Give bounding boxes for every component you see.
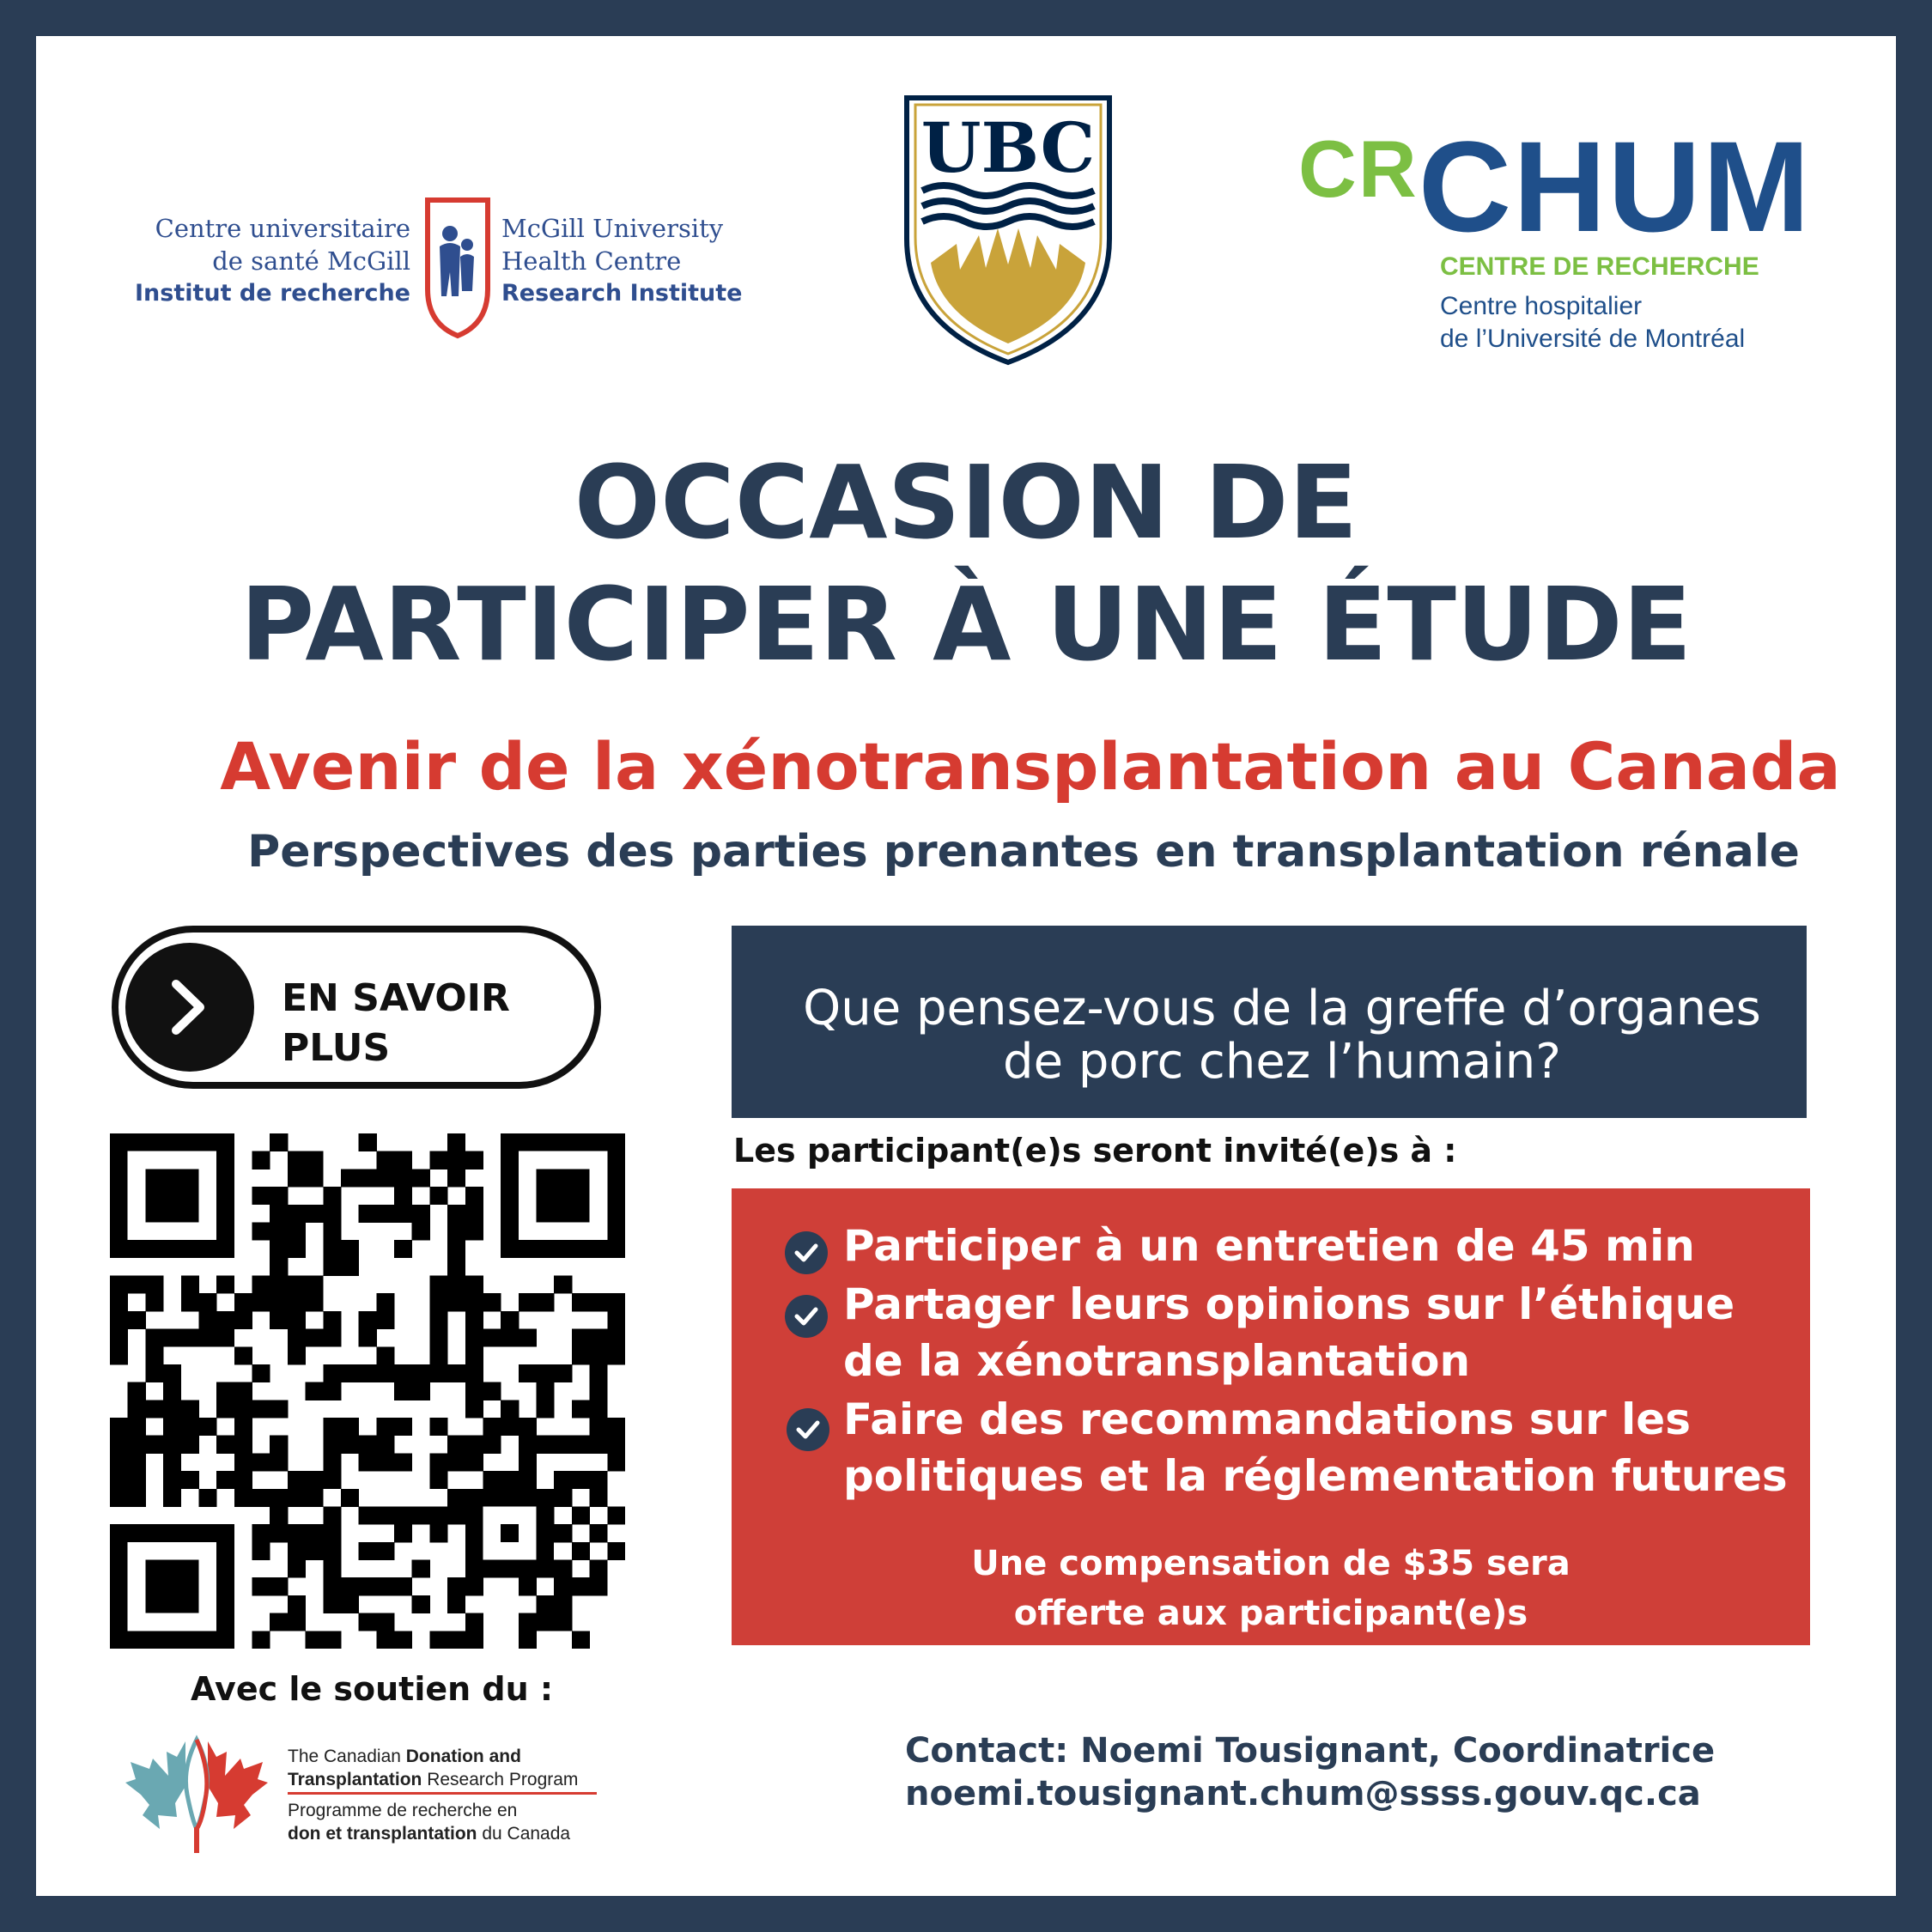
- bullet-line2: de la xénotransplantation: [843, 1336, 1471, 1386]
- contact-name: Contact: Noemi Tousignant, Coordinatrice: [905, 1731, 1716, 1771]
- question-line1: Que pensez-vous de la greffe d’organes: [803, 981, 1761, 1036]
- chevron-right-icon: [164, 977, 216, 1037]
- bullet-text: [843, 1276, 1796, 1389]
- cdtrp-fr-line1: Programme de recherche en: [288, 1801, 518, 1820]
- bullet-line2: politiques et la réglementation futures: [843, 1451, 1788, 1501]
- mcgill-en-line3: Research Institute: [501, 280, 743, 307]
- cdtrp-fr-line2: [288, 1822, 570, 1845]
- mcgill-shield-icon: [424, 195, 491, 339]
- cdtrp-en-1a: The Canadian: [288, 1747, 406, 1766]
- cdtrp-fr-2b: du Canada: [477, 1824, 571, 1844]
- learn-more-button[interactable]: [112, 926, 601, 1089]
- question-line2: de porc chez l’humain?: [1003, 1034, 1561, 1090]
- mcgill-fr-line3: Institut de recherche: [135, 280, 410, 307]
- learn-more-line1: EN SAVOIR: [282, 976, 510, 1020]
- mcgill-logo-english: [501, 212, 845, 310]
- cdtrp-en-2b: Research Program: [422, 1770, 579, 1789]
- maple-leaf-icon: [124, 1735, 270, 1855]
- mcgill-fr-line2: de santé McGill: [212, 246, 410, 276]
- invite-label: Les participant(e)s seront invité(e)s à :: [733, 1132, 1457, 1170]
- cdtrp-en-line2: [288, 1768, 578, 1791]
- crchum-subtitle: CENTRE DE RECHERCHE: [1440, 252, 1759, 281]
- learn-more-line2: PLUS: [282, 1026, 391, 1070]
- bullet-line1: Participer à un entretien de 45 min: [843, 1221, 1695, 1271]
- cdtrp-english-name: [288, 1745, 578, 1791]
- cdtrp-en-1b: Donation and: [405, 1747, 521, 1766]
- mcgill-en-line1: McGill University: [501, 214, 724, 243]
- poster: [36, 36, 1896, 1896]
- cdtrp-divider: [288, 1792, 597, 1795]
- ubc-text: UBC: [920, 107, 1096, 188]
- check-circle-icon: [785, 1231, 828, 1274]
- crchum-logo: [1298, 114, 1812, 258]
- learn-more-label: [282, 974, 510, 1073]
- main-title-line2: PARTICIPER À UNE ÉTUDE: [240, 565, 1692, 683]
- chevron-circle: [125, 943, 254, 1072]
- mcgill-logo-french: [93, 212, 410, 310]
- crchum-chum: CHUM: [1418, 114, 1812, 258]
- check-circle-icon: [785, 1295, 828, 1338]
- mcgill-en-line2: Health Centre: [501, 246, 682, 276]
- compensation-line1: Une compensation de $35 sera: [971, 1544, 1571, 1583]
- subtitle-dark: Perspectives des parties prenantes en transplantation rénale: [247, 826, 1800, 878]
- question-text: [766, 982, 1798, 1089]
- crchum-desc-line1: Centre hospitalier: [1440, 292, 1643, 320]
- main-title-line1: OCCASION DE: [574, 443, 1358, 562]
- qr-code[interactable]: [110, 1133, 625, 1649]
- crchum-cr: CR: [1298, 124, 1419, 214]
- cdtrp-en-2a: Transplantation: [288, 1770, 422, 1789]
- bullet-line1: Faire des recommandations sur les: [843, 1394, 1691, 1444]
- bullet-text: [843, 1391, 1796, 1504]
- contact-info: [905, 1729, 1715, 1815]
- mcgill-fr-line1: Centre universitaire: [155, 214, 410, 243]
- check-circle-icon: [787, 1408, 829, 1451]
- participation-box: [732, 1188, 1810, 1645]
- bullet-line1: Partager leurs opinions sur l’éthique: [843, 1279, 1735, 1329]
- cdtrp-fr-2a: don et transplantation: [288, 1824, 477, 1844]
- support-label: Avec le soutien du :: [191, 1670, 554, 1708]
- crchum-description: [1440, 290, 1745, 355]
- compensation-text: [732, 1539, 1810, 1638]
- cdtrp-french-name: [288, 1799, 570, 1845]
- subtitle-red: Avenir de la xénotransplantation au Canada: [220, 728, 1841, 805]
- cdtrp-en-line1: [288, 1745, 578, 1768]
- compensation-line2: offerte aux participant(e)s: [1013, 1594, 1528, 1633]
- contact-email[interactable]: noemi.tousignant.chum@ssss.gouv.qc.ca: [905, 1774, 1701, 1814]
- ubc-crest-icon: [896, 93, 1120, 368]
- question-box: [732, 926, 1807, 1118]
- crchum-desc-line2: de l’Université de Montréal: [1440, 325, 1746, 353]
- bullet-text: [843, 1218, 1796, 1274]
